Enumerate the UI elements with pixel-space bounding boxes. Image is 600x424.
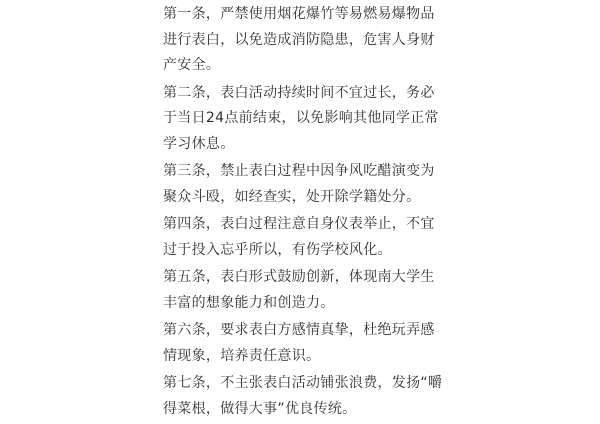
article-line: 第七条，不主张表白活动铺张浪费，发扬“嚼 xyxy=(163,375,443,391)
article-5 xyxy=(163,265,453,316)
regulation-text xyxy=(163,2,453,424)
article-7 xyxy=(163,371,453,422)
article-line: 第二条，表白活动持续时间不宜过长，务必 xyxy=(163,84,435,101)
article-line: 丰富的想象能力和创造力。 xyxy=(163,294,335,311)
article-3 xyxy=(163,159,453,210)
article-4 xyxy=(163,212,453,263)
article-line: 进行表白，以免造成消防隐患，危害人身财 xyxy=(163,31,435,48)
article-line: 学习休息。 xyxy=(163,135,235,152)
article-line: 情现象，培养责任意识。 xyxy=(163,347,321,364)
article-line: 产安全。 xyxy=(163,57,221,73)
article-line: 得菜根，做得大事”优良传统。 xyxy=(163,400,357,417)
article-line: 于当日24点前结束，以免影响其他同学正常 xyxy=(163,110,439,126)
article-line: 第一条，严禁使用烟花爆竹等易燃易爆物品 xyxy=(163,6,435,22)
article-1 xyxy=(163,2,453,79)
article-line: 第四条，表白过程注意自身仪表举止，不宜 xyxy=(163,216,435,232)
article-line: 聚众斗殴，如经查实，处开除学籍处分。 xyxy=(163,188,421,205)
article-2 xyxy=(163,81,453,158)
article-line: 第六条，要求表白方感情真挚，杜绝玩弄感 xyxy=(163,322,435,338)
article-line: 第五条，表白形式鼓励创新，体现南大学生 xyxy=(163,269,435,285)
article-line: 过于投入忘乎所以，有伤学校风化。 xyxy=(163,241,392,258)
article-6 xyxy=(163,318,453,369)
article-line: 第三条，禁止表白过程中因争风吃醋演变为 xyxy=(163,163,435,179)
